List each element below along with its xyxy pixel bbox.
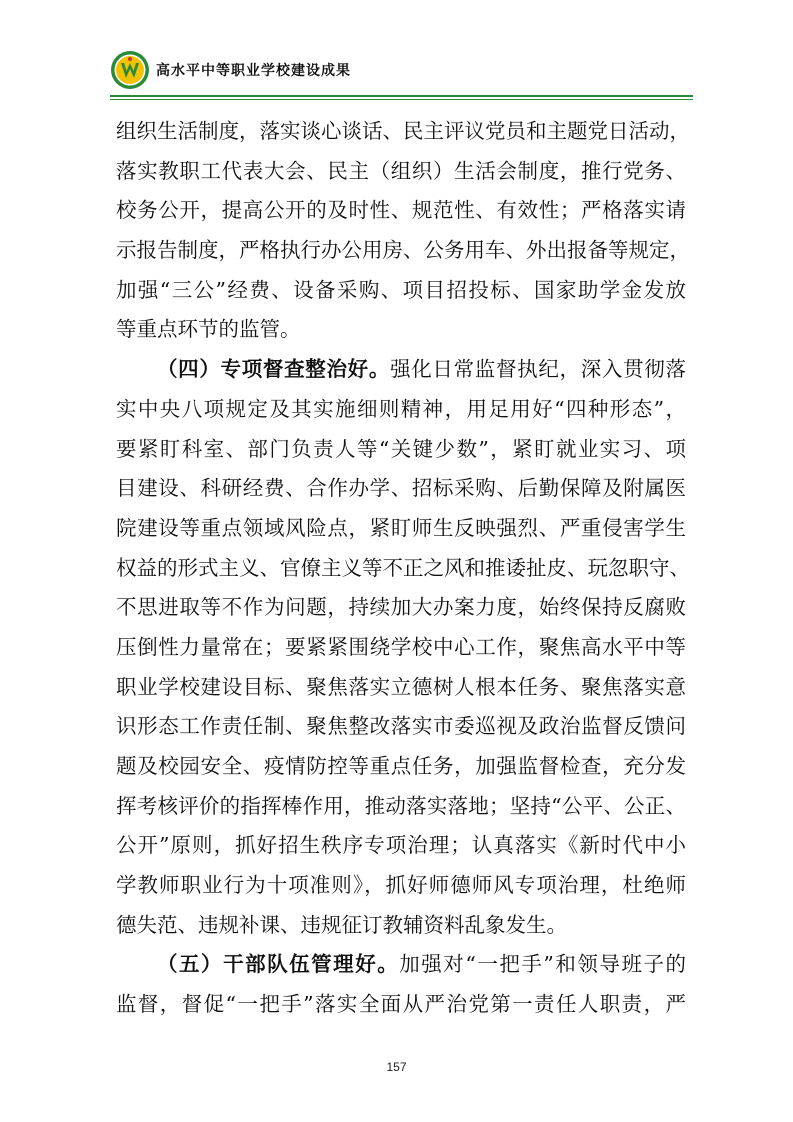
text-line: 不思进取等不作为问题，持续加大办案力度，始终保持反腐败: [116, 595, 686, 620]
text-line: 等重点环节的监管。: [116, 317, 301, 342]
school-emblem-icon: [110, 50, 150, 90]
text-span: 加强对“一把手”和领导班子的: [399, 952, 686, 977]
text-line: 识形态工作责任制、聚焦整改落实市委巡视及政治监督反馈问: [116, 714, 686, 739]
text-line: 职业学校建设目标、聚焦落实立德树人根本任务、聚焦落实意: [116, 674, 686, 699]
text-line: 监督，督促“一把手”落实全面从严治党第一责任人职责，严: [116, 992, 686, 1017]
header-title: 高水平中等职业学校建设成果: [156, 63, 351, 79]
text-line: 公开”原则，抓好招生秩序专项治理；认真落实《新时代中小: [116, 833, 686, 858]
section-first-line: [116, 350, 686, 390]
header-divider: [110, 95, 693, 97]
text-line: 权益的形式主义、官僚主义等不正之风和推诿扯皮、玩忽职守、: [116, 555, 690, 580]
body-text: [116, 112, 690, 1025]
text-line: 示报告制度，严格执行办公用房、公务用车、外出报备等规定，: [116, 238, 690, 263]
text-line: 学教师职业行为十项准则》，抓好师德师风专项治理，杜绝师: [116, 873, 686, 898]
text-line: 组织生活制度，落实谈心谈话、民主评议党员和主题党日活动，: [116, 119, 690, 143]
section-first-line: [116, 945, 686, 985]
text-line: 院建设等重点领域风险点，紧盯师生反映强烈、严重侵害学生: [116, 515, 686, 540]
text-line: 实中央八项规定及其实施细则精神，用足用好“四种形态”，: [116, 396, 686, 421]
section-heading: （五）干部队伍管理好。: [157, 952, 400, 977]
page-number: 157: [386, 1060, 407, 1074]
page-header: [110, 48, 351, 92]
text-span: 强化日常监督执纪，深入贯彻落: [390, 357, 686, 382]
text-line: 要紧盯科室、部门负责人等“关键少数”，紧盯就业实习、项: [116, 436, 686, 461]
text-line: 压倒性力量常在；要紧紧围绕学校中心工作，聚焦高水平中等: [116, 634, 686, 659]
text-line: 德失范、违规补课、违规征订教辅资料乱象发生。: [116, 912, 567, 937]
header-divider-thin: [110, 99, 693, 100]
text-line: 加强“三公”经费、设备采购、项目招投标、国家助学金发放: [116, 277, 686, 302]
section-heading: （四）专项督查整治好。: [157, 357, 391, 382]
text-line: 挥考核评价的指挥棒作用，推动落实落地；坚持“公平、公正、: [116, 793, 686, 818]
text-line: 目建设、科研经费、合作办学、招标采购、后勤保障及附属医: [116, 476, 686, 501]
text-line: 落实教职工代表大会、民主（组织）生活会制度，推行党务、: [116, 158, 686, 183]
text-line: 题及校园安全、疫情防控等重点任务，加强监督检查，充分发: [116, 754, 686, 778]
text-line: 校务公开，提高公开的及时性、规范性、有效性；严格落实请: [116, 198, 686, 223]
